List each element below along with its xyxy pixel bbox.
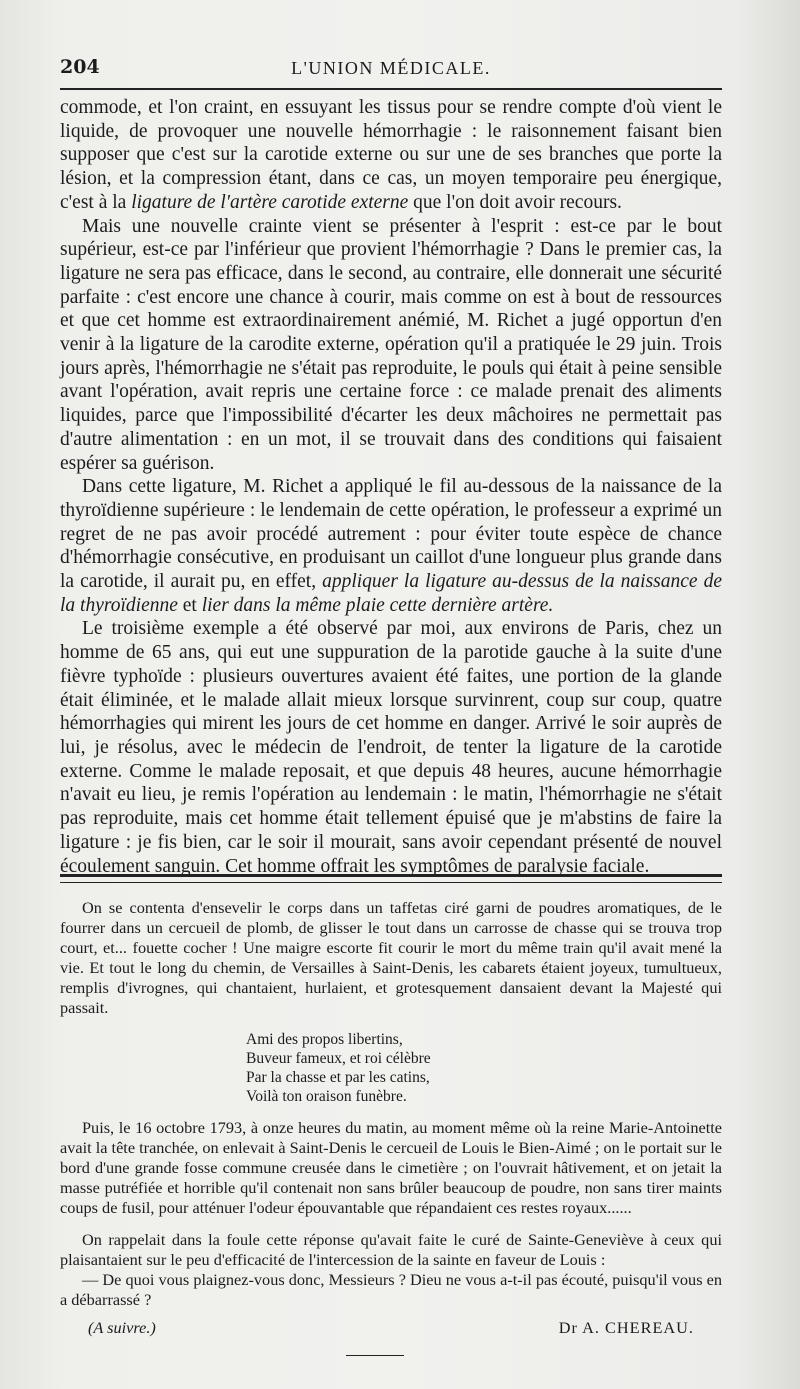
article-body (60, 96, 722, 878)
article-emphasis: ligature de l'artère carotide externe (131, 191, 409, 213)
feuilleton-paragraph-1: On se contenta d'ensevelir le corps dans un taffetas ciré garni de poudres aromatiques, de le fourrer dans un cercueil de plomb, de glisser le tout dans un carrosse de chasse qui se trouva trop court, et... fouette cocher ! Une maigre escorte fit courir le mort du même train qu'il avait mené la vie. Et tout le long du chemin, de Versailles à Saint-Denis, les cabarets étaient joyeux, tumultueux, remplis d'ivrognes, qui chantaient, hurlaient, et grotesquement dansaient devant la Majesté qui passait. (60, 898, 722, 1017)
article-emphasis: lier dans la même plaie cette dernière artère. (201, 594, 554, 616)
article-paragraph-3 (60, 475, 722, 617)
verse-line: Buveur fameux, et roi célèbre (246, 1050, 431, 1067)
article-paragraph-1 (60, 96, 722, 215)
article-text: que l'on doit avoir recours. (408, 191, 622, 213)
end-rule (346, 1355, 404, 1356)
article-paragraph-2: Mais une nouvelle crainte vient se présenter à l'esprit : est-ce par le bout supérieur, est-ce par l'inférieur que provient l'hémorrhagie ? Dans le premier cas, la ligature ne sera pas efficace, dans le second, au contraire, elle donnerait une sécurité parfaite : c'est encore une chance à courir, mais comme on est à bout de ressources et que cet homme est extraordinairement anémié, M. Richet a jugé opportun d'en venir à la ligature de la carodite externe, opération qu'il a pratiquée le 29 juin. Trois jours après, l'hémorrhagie ne s'était pas reproduite, le pouls qui était à peine sensible avant l'opération, avait repris une certaine force : ce malade prenait des aliments liquides, parce que l'impossibilité d'écarter les deux mâchoires ne permettait pas d'autre alimentation : en un mot, il se trouvait dans des conditions qui faisaient espérer sa guérison. (60, 215, 722, 474)
verse-line: Voilà ton oraison funèbre. (246, 1088, 407, 1105)
verse-line: Par la chasse et par les catins, (246, 1069, 430, 1086)
article-text: Dans cette ligature, M. Richet a appliqué le fil au-dessous de la naissance de la thyroïdienne supérieure : le lendemain de cette opération, le professeur a exprimé un regret de ne pas avoir procédé autrement : pour éviter toute espèce de chance d'hémorrhagie consécutive, en produisant un caillot d'une longueur plus grande dans la carotide, il aurait pu, en effet, (60, 476, 722, 593)
signature-line (60, 1318, 722, 1342)
verse-block (246, 1030, 722, 1106)
article-text: commode, et l'on craint, en essuyant les tissus pour se rendre compte d'où vient le liquide, de provoquer une nouvelle hémorrhagie : le raisonnement faisant bien supposer que c'est sur la carotide externe ou sur une de ses branches que porte la lésion, et la compression étant, dans ce cas, un moyen temporaire peu énergique, c'est à la (60, 97, 722, 213)
article-emphasis: appliquer la ligature au-dessus de la naissance de la thyroïdienne (60, 571, 722, 616)
verse-line: Ami des propos libertins, (246, 1031, 403, 1048)
author-signature: Dr A. CHEREAU. (558, 1318, 694, 1337)
header-rule (60, 88, 722, 90)
feuilleton-paragraph-3: On rappelait dans la foule cette réponse qu'avait faite le curé de Sainte-Geneviève à ceux qui plaisantaient sur le peu d'efficacité de l'intercession de la sainte en faveur de Louis : (60, 1230, 722, 1269)
feuilleton-separator (60, 874, 722, 883)
article-paragraph-4: Le troisième exemple a été observé par moi, aux environs de Paris, chez un homme de 65 ans, qui eut une suppuration de la parotide gauche à la suite d'une fièvre typhoïde : plusieurs ouvertures avaient été faites, une portion de la glande était éliminée, et le malade allait mieux lorsque survinrent, coup sur coup, quatre hémorrhagies qui mirent les jours de cet homme en danger. Arrivé le soir auprès de lui, je résolus, avec le médecin de l'endroit, de tenter la ligature de la carotide externe. Comme le malade reposait, et que depuis 48 heures, aucune hémorrhagie n'avait eu lieu, je remis l'opération au lendemain : le matin, l'hémorrhagie ne s'était pas reproduite, mais cet homme était tellement épuisé que je m'abstins de faire la ligature : je fis bien, car le soir il mourait, sans avoir cependant présenté de nouvel écoulement sanguin. Cet homme offrait les symptômes de paralysie faciale. (60, 618, 722, 877)
feuilleton-paragraph-2: Puis, le 16 octobre 1793, à onze heures du matin, au moment même où la reine Marie-Antoinette avait la tête tranchée, on enlevait à Saint-Denis le cercueil de Louis le Bien-Aimé ; on le portait sur le bord d'une grande fosse commune creusée dans le cimetière ; on l'ouvrait hâtivement, et on jetait la masse putréfiée et horrible qu'il contenait non sans brûler beaucoup de poudre, non sans tirer maints coups de fusil, pour atténuer l'odeur épouvantable que répandaient ces restes royaux...... (60, 1118, 722, 1217)
journal-title: L'UNION MÉDICALE. (291, 58, 491, 78)
page-header (60, 56, 722, 82)
paragraph-gap (60, 1218, 722, 1230)
feuilleton-section (60, 898, 722, 1342)
to-be-continued: (A suivre.) (88, 1318, 156, 1337)
feuilleton-paragraph-4: — De quoi vous plaignez-vous donc, Messieurs ? Dieu ne vous a-t-il pas écouté, puisqu'il vous en a débarrassé ? (60, 1270, 722, 1309)
article-text: et (177, 594, 202, 616)
page-number: 204 (60, 56, 100, 78)
